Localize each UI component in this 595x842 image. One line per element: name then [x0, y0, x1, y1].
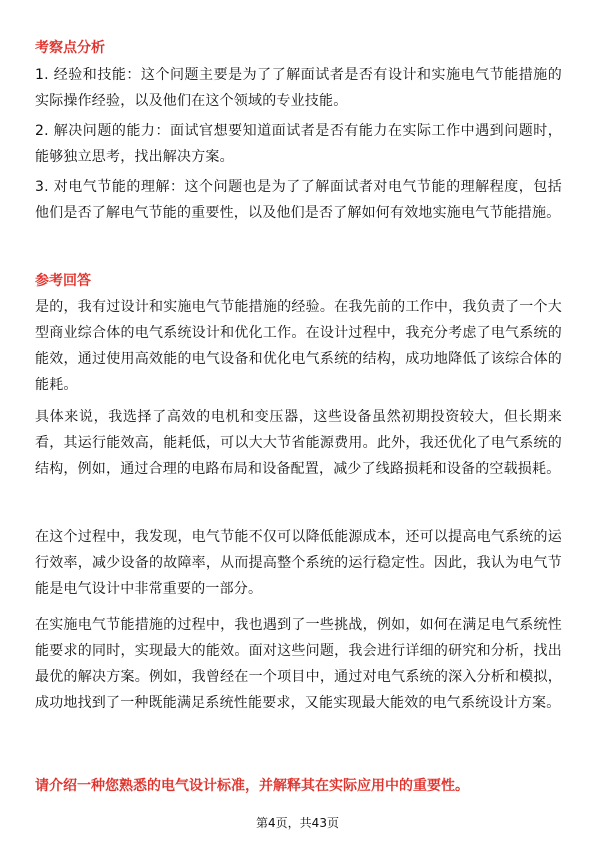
answer-paragraph-1: 是的，我有过设计和实施电气节能措施的经验。在我先前的工作中，我负责了一个大型商业综合体的电气系统设计和优化工作。在设计过程中，我充分考虑了电气系统的能效，通过使用高效能的电气设备和优化电气系统的结构，成功地降低了该综合体的能耗。	[35, 299, 562, 393]
page-number: 第4页，共43页	[256, 816, 339, 830]
answer-heading: 参考回答	[35, 273, 91, 289]
next-question: 请介绍一种您熟悉的电气设计标准，并解释其在实际应用中的重要性。	[35, 778, 469, 794]
analysis-item-3: 3. 对电气节能的理解：这个问题也是为了了解面试者对电气节能的理解程度，包括他们是否了解电气节能的重要性，以及他们是否了解如何有效地实施电气节能措施。	[35, 179, 562, 221]
analysis-item-2: 2. 解决问题的能力：面试官想要知道面试者是否有能力在实际工作中遇到问题时，能够独立思考，找出解决方案。	[35, 123, 562, 165]
answer-paragraph-2: 具体来说，我选择了高效的电机和变压器，这些设备虽然初期投资较大，但长期来看，其运行能效高，能耗低，可以大大节省能源费用。此外，我还优化了电气系统的结构，例如，通过合理的电路布局和设备配置，减少了线路损耗和设备的空载损耗。	[35, 409, 562, 477]
answer-paragraph-3: 在这个过程中，我发现，电气节能不仅可以降低能源成本，还可以提高电气系统的运行效率，减少设备的故障率，从而提高整个系统的运行稳定性。因此，我认为电气节能是电气设计中非常重要的一部分。	[35, 529, 562, 597]
answer-paragraph-4: 在实施电气节能措施的过程中，我也遇到了一些挑战，例如，如何在满足电气系统性能要求的同时，实现最大的能效。面对这些问题，我会进行详细的研究和分析，找出最优的解决方案。例如，我曾经在一个项目中，通过对电气系统的深入分析和模拟，成功地找到了一种既能满足系统性能要求，又能实现最大能效的电气系统设计方案。	[35, 617, 562, 711]
analysis-item-1: 1. 经验和技能：这个问题主要是为了了解面试者是否有设计和实施电气节能措施的实际操作经验，以及他们在这个领域的专业技能。	[35, 67, 562, 109]
analysis-heading: 考察点分析	[35, 40, 105, 56]
